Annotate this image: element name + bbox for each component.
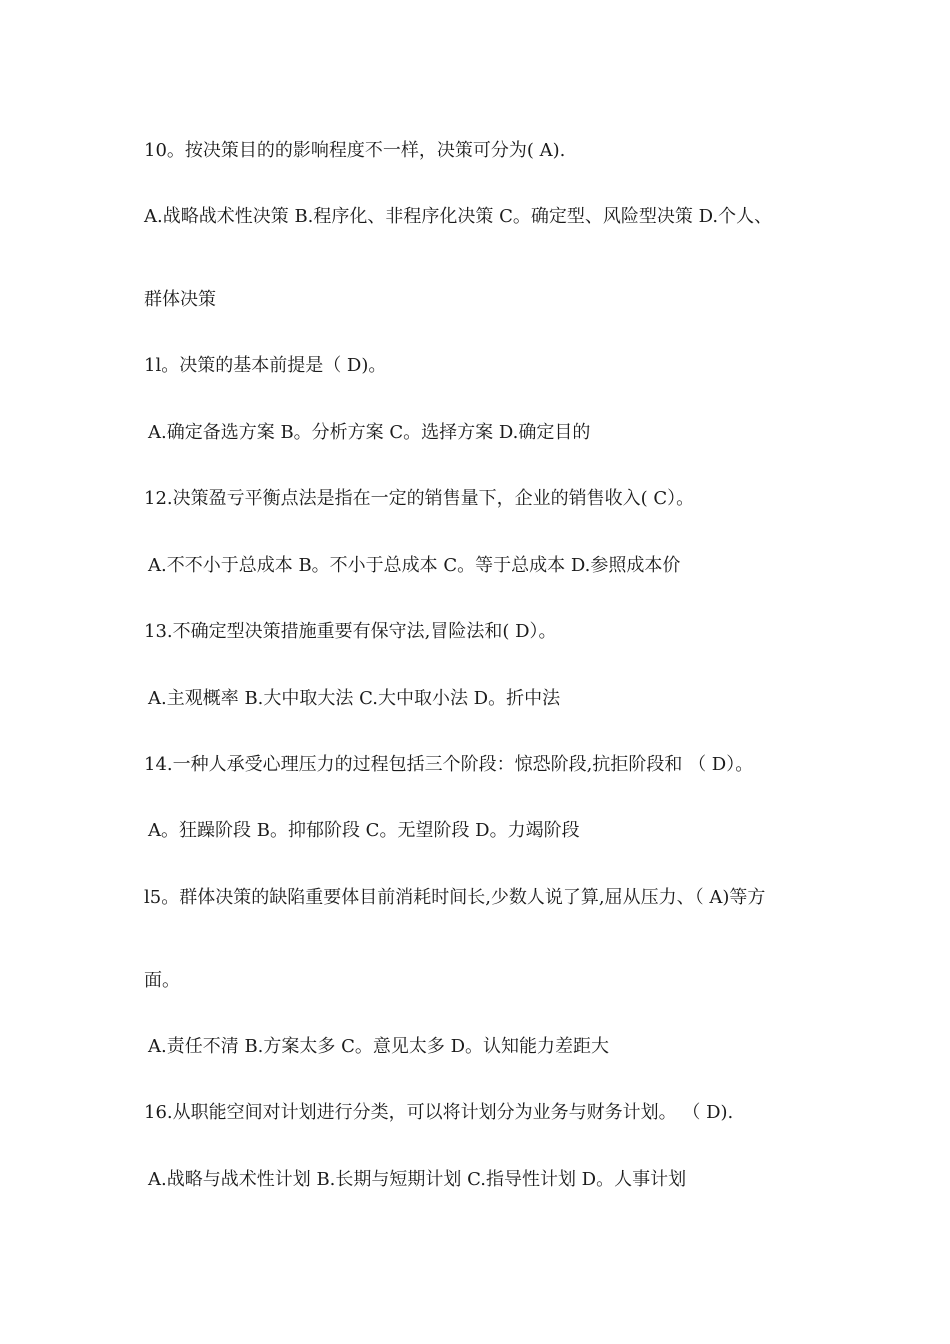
question-13-options: A.主观概率 B.大中取大法 C.大中取小法 D。折中法: [148, 688, 561, 709]
question-15-continued: 面。: [144, 970, 180, 991]
question-16: 16.从职能空间对计划进行分类，可以将计划分为业务与财务计划。 （ D).: [144, 1102, 734, 1123]
question-15-options: A.责任不清 B.方案太多 C。意见太多 D。认知能力差距大: [148, 1036, 610, 1057]
question-10-options: A.战略战术性决策 B.程序化、非程序化决策 C。确定型、风险型决策 D.个人、: [144, 206, 773, 227]
question-10-options-continued: 群体决策: [144, 289, 216, 310]
question-11-options: A.确定备选方案 B。分析方案 C。选择方案 D.确定目的: [148, 422, 591, 443]
question-15: l5。群体决策的缺陷重要体目前消耗时间长,少数人说了算,屈从压力、（ A)等方: [144, 887, 766, 908]
question-12: 12.决策盈亏平衡点法是指在一定的销售量下，企业的销售收入( C）。: [144, 488, 695, 509]
question-14: 14.一种人承受心理压力的过程包括三个阶段：惊恐阶段,抗拒阶段和 （ D）。: [144, 754, 754, 775]
question-10: 10。按决策目的的影响程度不一样，决策可分为( A).: [144, 140, 566, 161]
question-13: 13.不确定型决策措施重要有保守法,冒险法和( D）。: [144, 621, 557, 642]
question-14-options: A。狂躁阶段 B。抑郁阶段 C。无望阶段 D。力竭阶段: [148, 820, 580, 841]
question-11: 1l。决策的基本前提是（ D)。: [144, 355, 387, 376]
question-16-options: A.战略与战术性计划 B.长期与短期计划 C.指导性计划 D。人事计划: [148, 1169, 687, 1190]
question-12-options: A.不不小于总成本 B。不小于总成本 C。等于总成本 D.参照成本价: [148, 555, 681, 576]
